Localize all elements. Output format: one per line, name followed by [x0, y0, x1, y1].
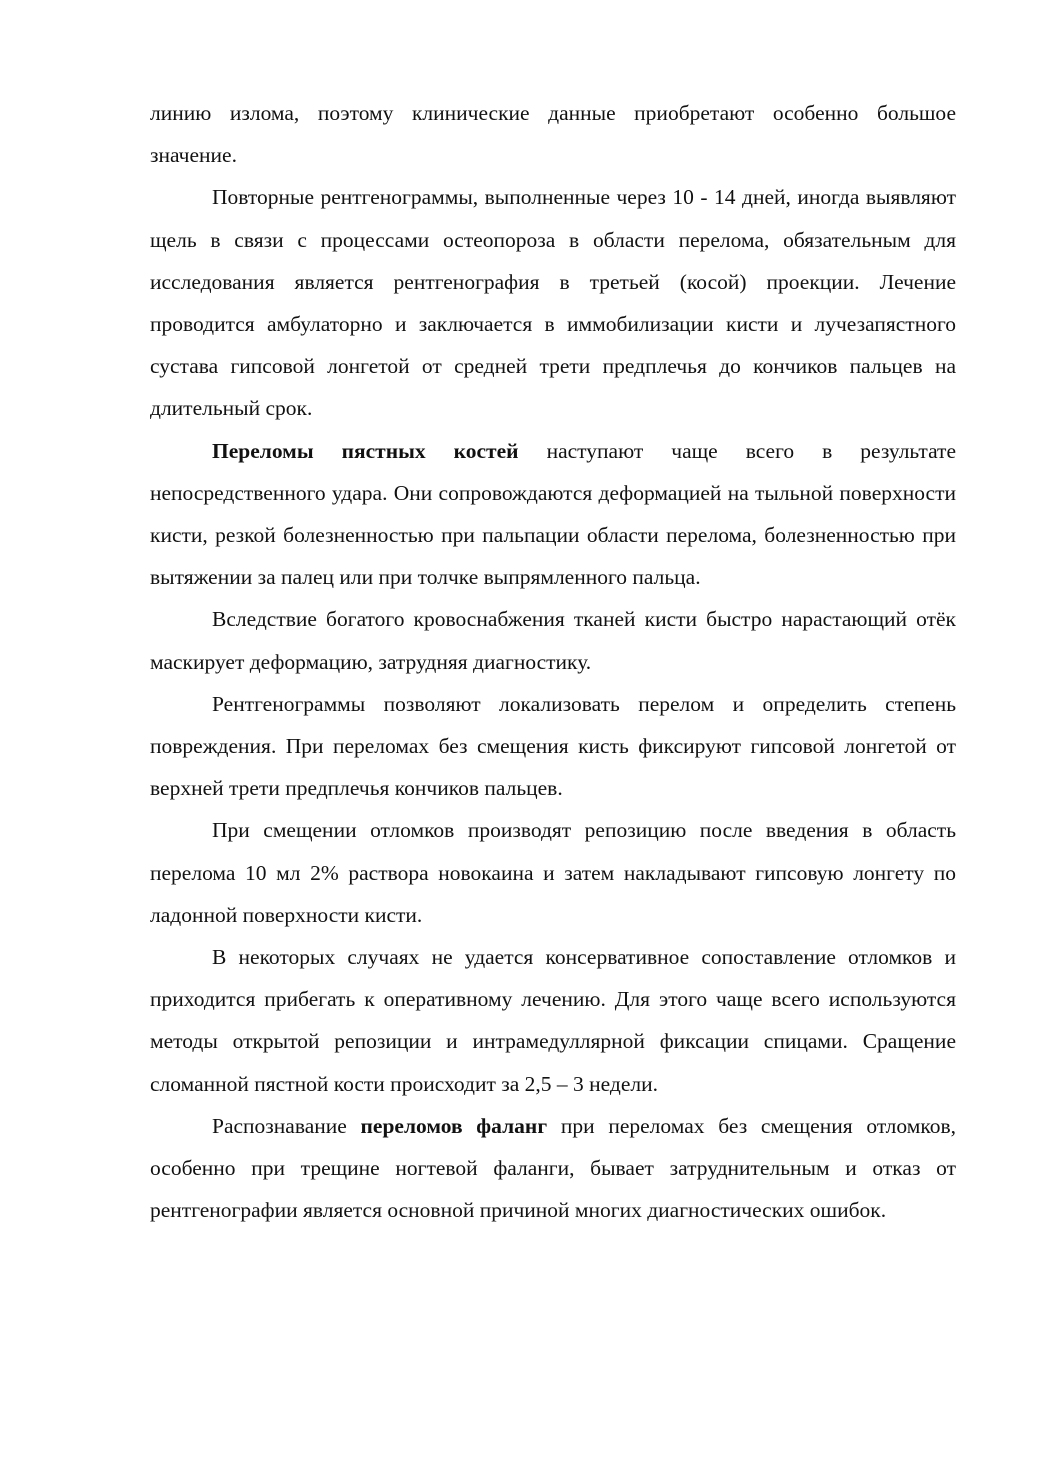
paragraph-6-text: При смещении отломков производят репозицию после введения в область перелома 10 мл 2% раствора новокаина и затем накладывают гипсовую лонгету по ладонной поверхности кисти. [150, 818, 956, 927]
paragraph-6 [150, 809, 956, 936]
paragraph-4 [150, 598, 956, 682]
paragraph-8 [150, 1105, 956, 1232]
document-page [150, 92, 956, 1231]
paragraph-8-text-end: при переломах без смещения отломков, особенно при трещине ногтевой фаланги, бывает затруднительным и отказ от рентгенографии является основной причиной многих диагностических ошибок. [150, 1113, 956, 1223]
paragraph-1 [150, 92, 956, 176]
paragraph-3-text: наступают чаще всего в результате непосредственного удара. Они сопровождаются деформацией на тыльной поверхности кисти, резкой болезненностью при пальпации области перелома, болезненностью при вытяжении за палец или при толчке выпрямленного пальца. [150, 438, 956, 590]
paragraph-2 [150, 176, 956, 429]
paragraph-2-text: Повторные рентгенограммы, выполненные через 10 - 14 дней, иногда выявляют щель в связи с процессами остеопороза в области перелома, обязательным для исследования является рентгенография в третьей (косой) проекции. Лечение проводится амбулаторно и заключается в иммобилизации кисти и лучезапястного сустава гипсовой лонгетой от средней трети предплечья до кончиков пальцев на длительный срок. [150, 185, 956, 421]
paragraph-5-text: Рентгенограммы позволяют локализовать перелом и определить степень повреждения. При переломах без смещения кисть фиксируют гипсовой лонгетой от верхней трети предплечья кончиков пальцев. [150, 691, 956, 801]
paragraph-3 [150, 430, 956, 599]
paragraph-8-text-start: Распознавание [212, 1113, 361, 1138]
paragraph-7-text: В некоторых случаях не удается консервативное сопоставление отломков и приходится прибегать к оперативному лечению. Для этого чаще всего используются методы открытой репозиции и интрамедуллярной фиксации спицами. Сращение сломанной пястной кости происходит за 2,5 – 3 недели. [150, 945, 956, 1096]
paragraph-5 [150, 683, 956, 810]
paragraph-8-bold-term: переломов фаланг [360, 1113, 548, 1138]
paragraph-7 [150, 936, 956, 1105]
paragraph-1-text: линию излома, поэтому клинические данные приобретают особенно большое значение. [150, 101, 956, 168]
paragraph-4-text: Вследствие богатого кровоснабжения тканей кисти быстро нарастающий отёк маскирует деформацию, затрудняя диагностику. [150, 607, 956, 674]
paragraph-3-bold-term: Переломы пястных костей [212, 438, 519, 463]
